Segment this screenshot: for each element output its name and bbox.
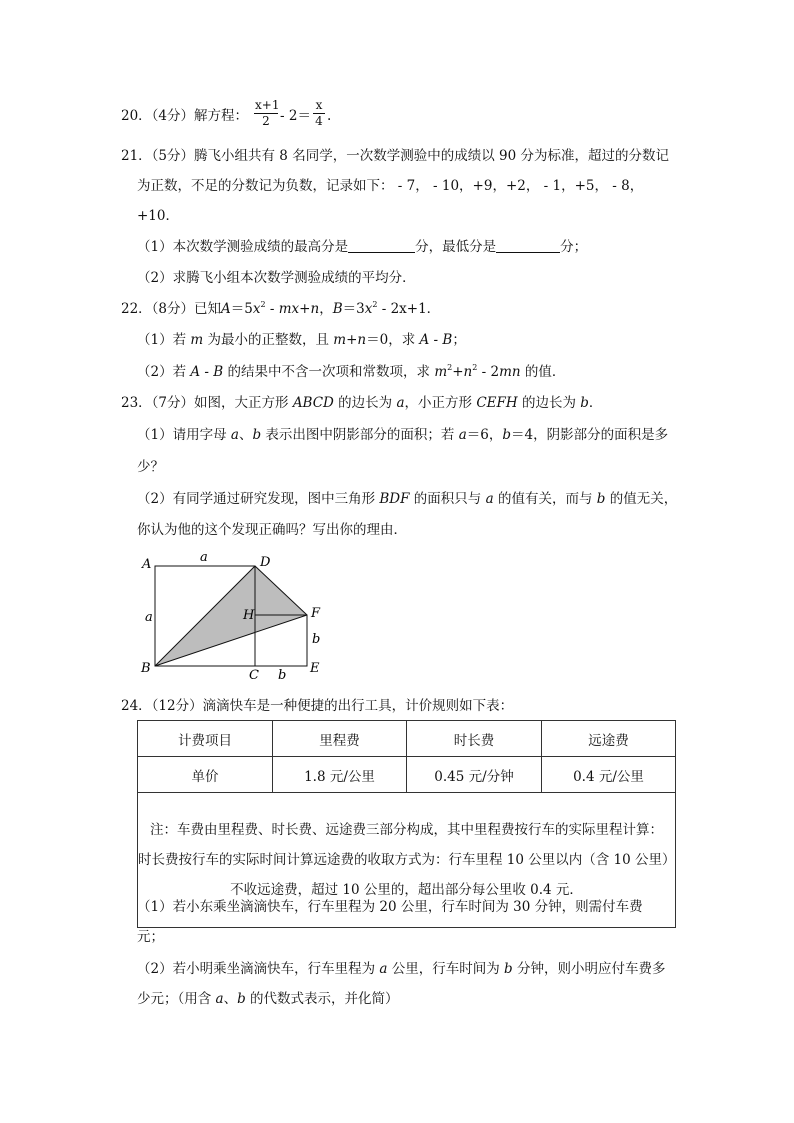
fee-cell-duration: 0.45 元/分钟 <box>407 757 542 793</box>
q22-comma: ， <box>319 301 333 317</box>
fee-note-line-3: 不收远途费，超过 10 公里的，超出部分每公里收 0.4 元． <box>230 882 583 898</box>
q23-l2-a6: a <box>458 427 467 443</box>
q24-p2-l2-bv: b <box>237 991 246 1007</box>
q21-blank-max[interactable] <box>348 239 415 253</box>
q22-n: n <box>310 301 320 317</box>
q20-fraction-1 <box>254 99 278 128</box>
q22-minus: - <box>265 301 279 317</box>
q23-l1-abcd: ABCD <box>292 395 334 411</box>
q23-line-5: 你认为他的这个发现正确吗？写出你的理由． <box>137 522 407 538</box>
q23-l4-av: a <box>485 491 494 507</box>
fee-table <box>137 720 676 928</box>
q24-p2-av: a <box>379 961 388 977</box>
label-E: E <box>310 661 320 676</box>
q23-l2-av: a <box>230 427 239 443</box>
label-B: B <box>141 661 151 676</box>
fee-header-duration: 时长费 <box>407 721 542 757</box>
q21-line-3: +10． <box>137 208 179 224</box>
q23-l2-d: ＝6， <box>466 427 503 443</box>
q23-l1-b: 的边长为 <box>333 395 397 411</box>
q20-mid: - 2＝ <box>280 108 311 124</box>
q20-fraction-2 <box>313 99 325 128</box>
q24-p2-l2-av: a <box>215 991 224 1007</box>
q22-var-x: x <box>252 301 261 317</box>
label-F: F <box>311 606 321 621</box>
q21-p1-text-b: 分，最低分是 <box>415 239 497 255</box>
q23-line-2 <box>137 427 668 443</box>
q22-part-1 <box>137 332 466 348</box>
q23-l2-b: 、 <box>238 427 253 443</box>
fee-cell-longdistance: 0.4 元/公里 <box>542 757 676 793</box>
q22-rest: - 2x+1． <box>377 301 441 317</box>
q24-p2-l2-b: 、 <box>223 991 238 1007</box>
q22-var-B: B <box>332 301 343 317</box>
q21-p1-text-a: （1）本次数学测验成绩的最高分是 <box>137 239 349 255</box>
q22-p1-AB: A - B <box>419 332 453 348</box>
fee-note-line-1: 注：车费由里程费、时长费、远途费三部分构成，其中里程费按行车的实际里程计算： <box>150 822 663 838</box>
q21-line-1: 21．（5分）腾飞小组共有 8 名同学，一次数学测验中的成绩以 90 分为标准，超过的分数记 <box>121 148 669 164</box>
q22-p1-mn: m+n <box>333 332 367 348</box>
q24-line-1: 24．（12分）滴滴快车是一种便捷的出行工具，计价规则如下表： <box>121 698 514 714</box>
q23-l4-bdf: BDF <box>379 491 410 507</box>
q22-exp: 2 <box>260 300 266 309</box>
fee-note-line-2: 时长费按行车的实际时间计算远途费的收取方式为：行车里程 10 公里以内（含 10 公里） <box>138 852 676 868</box>
fee-cell-unit-label: 单价 <box>138 757 273 793</box>
q21-blank-min[interactable] <box>496 239 560 253</box>
q22-p1-d: ； <box>452 332 466 348</box>
fee-table-price-row <box>138 757 676 793</box>
q22-p2-a: （2）若 <box>137 364 191 380</box>
q24-part-2-line-2 <box>137 991 399 1007</box>
label-D: D <box>260 555 271 570</box>
q23-l2-bv: b <box>252 427 262 443</box>
q23-l1-e: ． <box>588 395 603 411</box>
label-C: C <box>249 668 259 683</box>
q24-p2-c: 分钟，则小明应付车费多 <box>512 961 666 977</box>
q22-exp2: 2 <box>372 300 378 309</box>
label-A: A <box>142 557 152 572</box>
q24-p2-l2-a: 少元；（用含 <box>137 991 216 1007</box>
q23-l1-cefh: CEFH <box>476 395 518 411</box>
q22-p2-m: m <box>434 364 448 380</box>
q24-part-2-line-1 <box>137 961 666 977</box>
q23-geometry-figure <box>130 548 330 683</box>
q22-var-x2: x <box>364 301 373 317</box>
q22-p2-d: 的值． <box>520 364 566 380</box>
q22-plus: + <box>299 301 311 317</box>
label-right-b: b <box>312 632 321 647</box>
q22-p2-e2: 2 <box>472 363 478 372</box>
q20-end: . <box>327 108 332 124</box>
q23-l4-c: 的值有关，而与 <box>493 491 597 507</box>
q23-l4-b: 的面积只与 <box>409 491 486 507</box>
fee-cell-mileage: 1.8 元/公里 <box>273 757 407 793</box>
q22-eqA: ＝5 <box>230 301 253 317</box>
q21-part-1 <box>137 239 587 255</box>
q22-var-A: A <box>221 301 231 317</box>
q23-l2-c: 表示出图中阴影部分的面积；若 <box>261 427 459 443</box>
q23-l2-a: （1）请用字母 <box>137 427 231 443</box>
q24-p2-b: 公里，行车时间为 <box>387 961 505 977</box>
q21-p1-text-c: 分； <box>560 239 588 255</box>
q22-p2-AB: A - B <box>190 364 224 380</box>
q23-l1-c: ，小正方形 <box>404 395 477 411</box>
q22-p1-m: m <box>190 332 204 348</box>
q23-line-3: 少？ <box>137 459 164 475</box>
q23-l1-a: 23．（7分）如图，大正方形 <box>121 395 293 411</box>
q23-l1-b2: b <box>580 395 589 411</box>
fee-table-header-row <box>138 721 676 757</box>
q22-p2-c: - 2 <box>477 364 500 380</box>
q20-frac2-numerator: x <box>313 99 325 114</box>
q23-l2-e: ＝4，阴影部分的面积是多 <box>511 427 669 443</box>
q22-p2-e1: 2 <box>447 363 453 372</box>
q20-frac2-denominator: 4 <box>315 114 323 128</box>
q23-line-1 <box>121 395 602 411</box>
q22-p1-a: （1）若 <box>137 332 191 348</box>
fee-header-mileage: 里程费 <box>273 721 407 757</box>
q23-line-4 <box>137 491 677 507</box>
q23-l4-a: （2）有同学通过研究发现，图中三角形 <box>137 491 380 507</box>
q24-p2-bv: b <box>504 961 513 977</box>
q20-frac1-numerator: x+1 <box>255 98 280 112</box>
q23-l4-bv: b <box>596 491 606 507</box>
q22-head: 22．（8分）已知 <box>121 301 222 317</box>
fee-header-item: 计费项目 <box>138 721 273 757</box>
q21-part-2: （2）求腾飞小组本次数学测验成绩的平均分． <box>137 270 416 286</box>
q23-l2-b4: b <box>502 427 512 443</box>
q22-p1-b: 为最小的正整数，且 <box>203 332 334 348</box>
q22-p1-c: ＝0，求 <box>366 332 420 348</box>
q22-p2-n: +n <box>452 364 473 380</box>
q22-mx: mx <box>278 301 300 317</box>
q22-part-2 <box>137 364 565 380</box>
fee-header-longdistance: 远途费 <box>542 721 676 757</box>
label-top-a: a <box>200 550 208 565</box>
label-left-a: a <box>145 610 153 625</box>
q22-p2-mn: mn <box>499 364 521 380</box>
q24-part-1-line-1: （1）若小东乘坐滴滴快车，行车里程为 20 公里，行车时间为 30 分钟，则需付车费 <box>137 899 643 915</box>
q22-line-1 <box>121 301 440 317</box>
q23-l4-d: 的值无关， <box>605 491 678 507</box>
shaded-triangle-bdf <box>155 566 307 666</box>
q21-line-2: 为正数，不足的分数记为负数，记录如下： - 7， - 10，+9，+2， - 1，+5， - 8， <box>137 178 644 194</box>
label-bottom-b: b <box>278 668 287 683</box>
q23-l1-d: 的边长为 <box>517 395 581 411</box>
q20-frac1-denominator: 2 <box>262 114 270 128</box>
q24-p2-a: （2）若小明乘坐滴滴快车，行车里程为 <box>137 961 380 977</box>
q24-p2-l2-c: 的代数式表示，并化简） <box>245 991 399 1007</box>
q24-part-1-line-2: 元； <box>137 929 164 945</box>
q22-eqB: ＝3 <box>342 301 365 317</box>
label-H: H <box>243 608 255 623</box>
q23-l1-a2: a <box>396 395 405 411</box>
q20-prefix: 20．（4分）解方程： <box>121 108 249 124</box>
q22-p2-b: 的结果中不含一次项和常数项，求 <box>223 364 435 380</box>
